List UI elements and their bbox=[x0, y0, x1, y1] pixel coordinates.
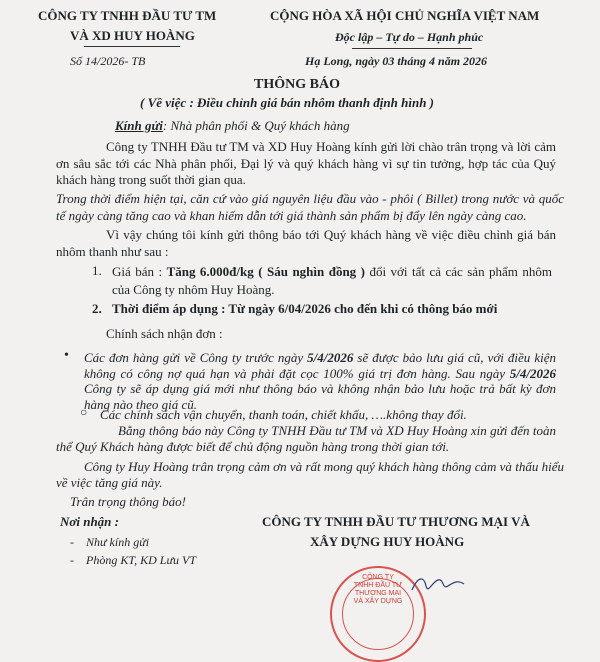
document-number: Số 14/2026- TB bbox=[70, 54, 146, 68]
policy-bullet-1 bbox=[84, 350, 556, 412]
header-underline-right bbox=[352, 48, 472, 49]
policy-date-1: 5/4/2026 bbox=[307, 350, 354, 365]
policy-date-2: 5/4/2026 bbox=[509, 365, 556, 381]
signing-company-line2: XÂY DỰNG HUY HOÀNG bbox=[310, 534, 465, 549]
item-1 bbox=[112, 263, 552, 299]
nation-title: CỘNG HÒA XÃ HỘI CHỦ NGHĨA VIỆT NAM bbox=[270, 8, 540, 23]
signing-company-line1: CÔNG TY TNHH ĐẦU TƯ THƯƠNG MẠI VÀ bbox=[262, 514, 530, 529]
item-1-number: 1. bbox=[92, 263, 102, 278]
policy-bullet-1-part2: sẽ được bảo lưu giá cũ, với điều kiện không có công nợ quá hạn và phải đặt cọc 100% giá trị đơn hàng. Sau ngày bbox=[84, 350, 556, 381]
company-name-line2: VÀ XD HUY HOÀNG bbox=[70, 28, 195, 43]
recipient-item-1: Như kính gửi bbox=[86, 535, 150, 549]
item-1-label: Giá bán : bbox=[112, 264, 167, 279]
recipient-label: Kính gửi bbox=[115, 118, 163, 133]
bullet-circle-2: ○ bbox=[80, 405, 88, 419]
policy-bullet-1-part1: Các đơn hàng gửi về Công ty trước ngày bbox=[84, 350, 308, 365]
recipients-title: Nơi nhận : bbox=[60, 514, 119, 529]
recipient-dash-2: - bbox=[70, 553, 74, 567]
recipient-dash-1: - bbox=[70, 535, 74, 549]
stamp-text: CÔNG TY TNHH ĐẦU TƯ THƯƠNG MẠI VÀ XÂY DỰNG bbox=[353, 574, 403, 605]
policy-bullet-1-part3: Công ty sẽ áp dụng giá mới như thông báo và không nhận bảo lưu hoặc trả bất kỳ đơn hàng nào theo giá cũ. bbox=[84, 381, 556, 412]
recipient-text: : Nhà phân phối & Quý khách hàng bbox=[162, 118, 350, 133]
item-2-effective-date: Thời điểm áp dụng : Từ ngày 6/04/2026 cho đến khi có thông báo mới bbox=[112, 301, 498, 316]
document-title: THÔNG BÁO bbox=[254, 77, 340, 92]
policy-closing-2: Công ty Huy Hoàng trân trọng cảm ơn và rất mong quý khách hàng thông cảm và thấu hiểu về việc tăng giá này. bbox=[56, 459, 564, 490]
item-1-increase: Tăng 6.000đ/kg ( Sáu nghìn đồng ) bbox=[166, 264, 365, 279]
paragraph-reason: Trong thời điểm hiện tại, căn cứ vào giá nguyên liệu đầu vào - phôi ( Billet) trong nước và quốc tế ngày càng tăng cao và khan hiếm dẫn tới giá thành sản phẩm bị đẩy lên ngày càng cao. bbox=[56, 191, 564, 223]
item-1-rest: đổi với tất cả các sản phẩm nhôm của Công ty nhôm Huy Hoàng. bbox=[112, 264, 552, 297]
recipient-item-2: Phòng KT, KD Lưu VT bbox=[86, 553, 197, 567]
bullet-dot-1: • bbox=[64, 348, 69, 363]
policy-bullet-2: Các chính sách vận chuyển, thanh toán, chiết khấu, ….không thay đổi. bbox=[100, 407, 467, 422]
policy-closing-1: Bằng thông báo này Công ty TNHH Đầu tư TM và XD Huy Hoàng xin gửi đến toàn thể Quý Khách hàng được biết để chủ động nguồn hàng trong thời gian tới. bbox=[56, 423, 556, 454]
item-2-number: 2. bbox=[92, 301, 102, 316]
recipient-line bbox=[115, 118, 350, 134]
signature-icon bbox=[408, 572, 468, 596]
document-subject: ( Về việc : Điều chỉnh giá bán nhôm thanh định hình ) bbox=[140, 95, 435, 110]
company-name-line1: CÔNG TY TNHH ĐẦU TƯ TM bbox=[38, 8, 217, 23]
paragraph-notice: Vì vậy chúng tôi kính gửi thông báo tới Quý khách hàng về việc điều chỉnh giá bán nhôm thanh như sau : bbox=[56, 227, 556, 259]
header-underline-left bbox=[84, 46, 180, 47]
paragraph-intro: Công ty TNHH Đầu tư TM và XD Huy Hoàng kính gửi lời chào trân trọng và lời cảm ơn sâu sắc tới các Nhà phân phối, Đại lý và quý khách hàng vì sự tin tưởng, hợp tác của Quý khách hàng trong suốt thời gian qua. bbox=[56, 139, 556, 187]
place-and-date: Hạ Long, ngày 03 tháng 4 năm 2026 bbox=[305, 54, 488, 68]
regards: Trân trọng thông báo! bbox=[70, 494, 186, 509]
policy-heading: Chính sách nhận đơn : bbox=[106, 326, 223, 341]
national-motto: Độc lập – Tự do – Hạnh phúc bbox=[335, 30, 484, 44]
